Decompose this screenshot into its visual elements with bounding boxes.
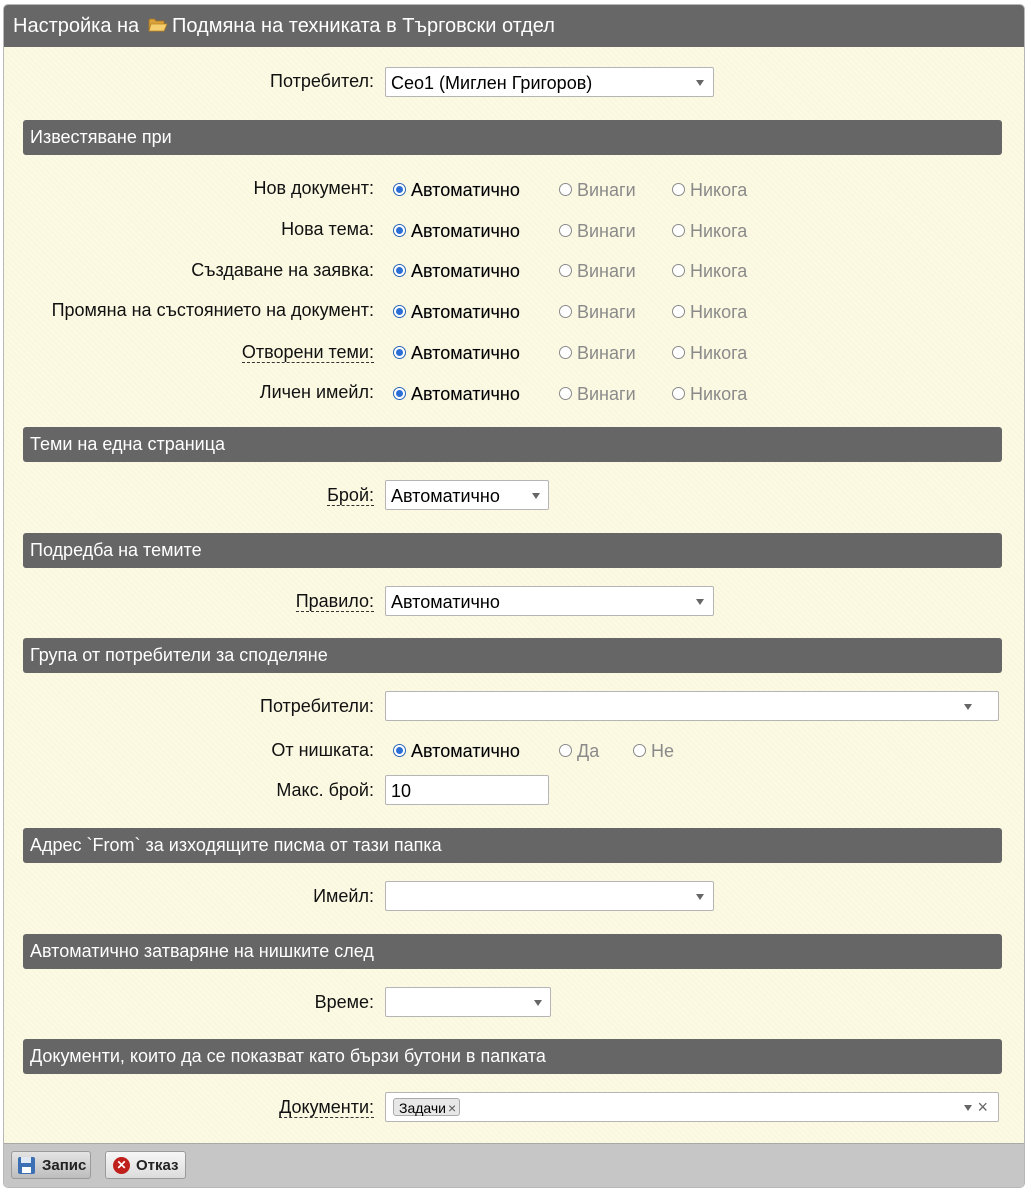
max-count-input[interactable] bbox=[385, 775, 549, 805]
floppy-disk-icon bbox=[18, 1157, 35, 1174]
thread-label: От нишката: bbox=[271, 740, 374, 760]
per-page-value: Автоматично bbox=[391, 486, 500, 506]
max-count-value: 10 bbox=[391, 781, 412, 801]
section-from-address: Адрес `From` за изходящите писма от тази папка bbox=[23, 828, 1002, 863]
red-x-circle-icon: ✕ bbox=[113, 1157, 130, 1174]
radio-empty-icon bbox=[559, 346, 572, 359]
chevron-down-icon bbox=[696, 894, 704, 900]
tag-remove-icon[interactable]: × bbox=[448, 1100, 457, 1116]
share-users-select[interactable] bbox=[385, 691, 999, 721]
chevron-down-icon bbox=[534, 1000, 542, 1006]
notify-label-create-request: Създаване на заявка: bbox=[191, 260, 374, 280]
time-label: Време: bbox=[314, 992, 374, 1012]
radio-empty-icon bbox=[559, 183, 572, 196]
clear-icon[interactable]: × bbox=[977, 1097, 988, 1117]
max-count-label: Макс. брой: bbox=[276, 780, 374, 800]
radio-empty-icon bbox=[559, 305, 572, 318]
notify-label-personal-email: Личен имейл: bbox=[259, 382, 374, 402]
radio-selected-icon bbox=[393, 224, 406, 237]
chevron-down-icon[interactable] bbox=[964, 1105, 972, 1111]
footer-toolbar bbox=[4, 1143, 1024, 1188]
per-page-select[interactable] bbox=[385, 480, 549, 510]
save-button[interactable]: Запис bbox=[11, 1151, 91, 1179]
radio-empty-icon bbox=[672, 305, 685, 318]
chevron-down-icon bbox=[696, 599, 704, 605]
radio-selected-icon bbox=[393, 387, 406, 400]
notify-label-new-document: Нов документ: bbox=[253, 178, 374, 198]
user-select[interactable] bbox=[385, 67, 714, 97]
radio-selected-icon bbox=[393, 744, 406, 757]
ordering-value: Автоматично bbox=[391, 592, 500, 612]
radio-empty-icon bbox=[559, 224, 572, 237]
documents-label: Документи: bbox=[279, 1097, 374, 1117]
email-label: Имейл: bbox=[313, 886, 374, 906]
section-auto-close: Автоматично затваряне на нишките след bbox=[23, 934, 1002, 969]
time-select[interactable] bbox=[385, 987, 551, 1017]
ordering-label: Правило: bbox=[295, 591, 374, 611]
user-label: Потребител: bbox=[270, 71, 374, 91]
user-select-value: Ceo1 (Миглен Григоров) bbox=[391, 73, 593, 93]
share-users-label: Потребители: bbox=[260, 696, 374, 716]
open-folder-icon bbox=[148, 17, 168, 33]
documents-multiselect[interactable] bbox=[385, 1092, 999, 1122]
cancel-button[interactable]: ✕ Отказ bbox=[105, 1151, 186, 1179]
per-page-label: Брой: bbox=[327, 485, 374, 505]
radio-empty-icon bbox=[672, 346, 685, 359]
radio-selected-icon bbox=[393, 305, 406, 318]
notify-label-new-topic: Нова тема: bbox=[281, 219, 374, 239]
email-select[interactable] bbox=[385, 881, 714, 911]
section-notify: Известяване при bbox=[23, 120, 1002, 155]
radio-empty-icon bbox=[633, 744, 646, 757]
radio-empty-icon bbox=[672, 387, 685, 400]
radio-empty-icon bbox=[559, 744, 572, 757]
section-quick-docs: Документи, които да се показват като бързи бутони в папката bbox=[23, 1039, 1002, 1074]
radio-empty-icon bbox=[559, 264, 572, 277]
chevron-down-icon bbox=[532, 493, 540, 499]
radio-empty-icon bbox=[672, 183, 685, 196]
section-ordering: Подредба на темите bbox=[23, 533, 1002, 568]
settings-dialog: Настройка на Подмяна на техниката в Търговски отдел Потребител: Ceo1 (Миглен Григоров) Известяване при Нов документ: Автоматично Винаги Никога Нова тема: Автоматично Винаги Никога Създаване на заявка: Автоматично Винаги Никога Промяна на състоянието на документ: Автоматично Винаги Никога Отворени теми: Автоматично Винаги Никога Личен имейл: Автоматично Винаги Никога Теми на една страница Брой: Автоматично Подредба на темите Правило: Автоматично Група от потребители за споделяне Потребители: От нишката: Автоматично Да Не Макс. брой: 10 Адрес `From` за изходящите писма от тази папка Имейл: Автоматично затваряне на нишките след Време: Документи, които да се показват като бързи бутони в папката Документи: Задачи × × Запис ✕ Отказ bbox=[3, 4, 1025, 1188]
folder-name: Подмяна на техниката в Търговски отдел bbox=[172, 15, 555, 37]
radio-selected-icon bbox=[393, 346, 406, 359]
chevron-down-icon bbox=[696, 80, 704, 86]
chevron-down-icon bbox=[964, 704, 972, 710]
radio-empty-icon bbox=[672, 264, 685, 277]
title-bar bbox=[4, 5, 1024, 47]
section-share-group: Група от потребители за споделяне bbox=[23, 638, 1002, 673]
radio-selected-icon bbox=[393, 264, 406, 277]
ordering-select[interactable] bbox=[385, 586, 714, 616]
notify-label-state-change: Промяна на състоянието на документ: bbox=[51, 300, 374, 320]
radio-empty-icon bbox=[672, 224, 685, 237]
notify-label-open-topics: Отворени теми: bbox=[241, 342, 374, 362]
radio-selected-icon bbox=[393, 183, 406, 196]
radio-empty-icon bbox=[559, 387, 572, 400]
title-prefix: Настройка на bbox=[13, 15, 140, 37]
document-tag: Задачи × bbox=[393, 1098, 460, 1116]
section-per-page: Теми на една страница bbox=[23, 427, 1002, 462]
